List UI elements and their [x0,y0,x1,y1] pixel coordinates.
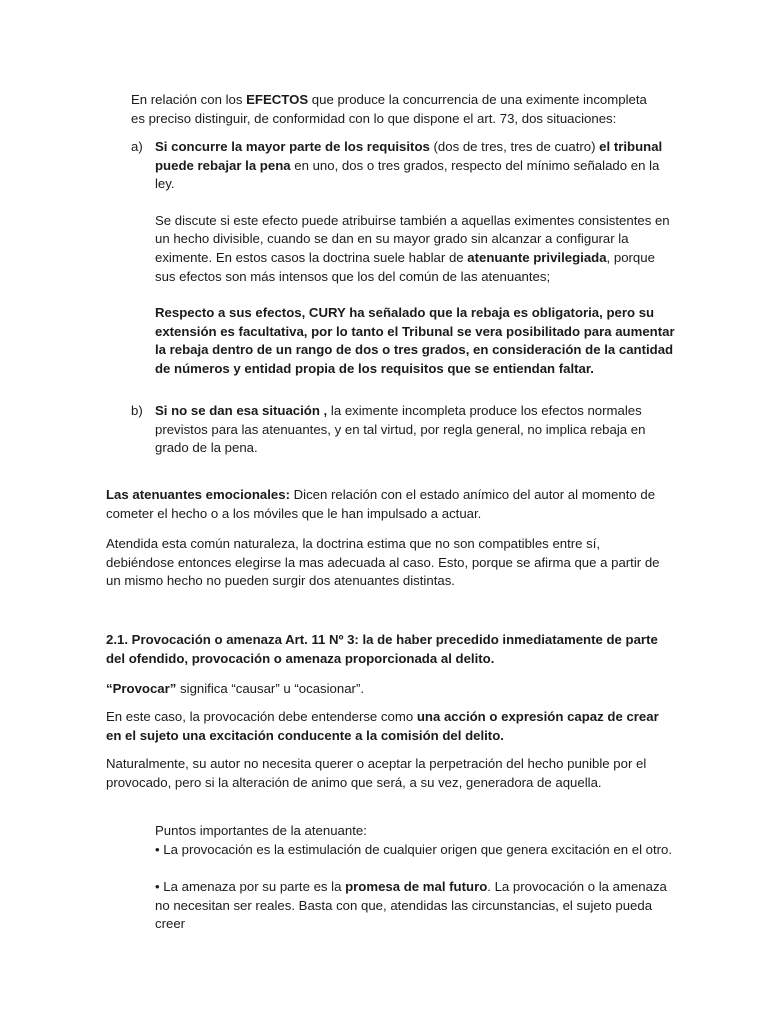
en-este-caso-paragraph [106,708,662,745]
item-a-bold-2: el tribunal puede rebajar la pena [155,139,663,173]
intro-text-1: En relación con los [131,92,247,107]
provocar-bold: “Provocar” [106,681,177,696]
intro-text-2: que produce la concurrencia de una eximente incompleta es preciso distinguir, de conformidad con lo que dispone el art. 73, dos situaciones: [131,92,647,126]
item-a-p2-text-1: Se discute si este efecto puede atribuirse también a aquellas eximentes consistentes en un hecho divisible, cuando se dan en su mayor grado sin alcanzar a configurar la eximente. En estos casos la doctrina suele hablar de [155,212,670,265]
bullet-2-text-2: . La provocación o la amenaza no necesitan ser reales. Basta con que, atendidas las circunstancias, el sujeto pueda creer [155,879,667,932]
bullet-2-bold: promesa de mal futuro [345,879,488,895]
en-este-caso-text: En este caso, la provocación debe entenderse como [106,709,417,724]
item-b-text: la eximente incompleta produce los efectos normales previstos para las atenuantes, y en tal virtud, por regla general, no implica rebaja en grado de la pena. [155,403,646,456]
puntos-bullet-1: • La provocación es la estimulación de cualquier origen que genera excitación en el otro. [155,841,673,857]
item-a-p2-text-2: , porque sus efectos son más intensos que los del común de las atenuantes; [155,249,655,284]
item-a-text-2: en uno, dos o tres grados, respecto del mínimo señalado en la ley. [155,157,660,192]
item-a-bold-1: Si concurre la mayor parte de los requisitos [155,139,430,154]
puntos-bullet-2 [155,878,675,934]
intro-paragraph [131,91,651,128]
emocionales-text: Dicen relación con el estado anímico del autor al momento de cometer el hecho o a los móviles que le han impulsado a actuar. [106,487,656,521]
list-marker-a: a) [131,139,143,154]
naturalmente-paragraph: Naturalmente, su autor no necesita querer o aceptar la perpetración del hecho punible por el provocado, pero si la alteración de animo que será, a su vez, generadora de aquella. [106,756,647,790]
item-a-p2-bold: atenuante privilegiada [467,249,607,265]
atendida-paragraph: Atendida esta común naturaleza, la doctrina estima que no son compatibles entre sí, debiéndose entonces elegirse la mas adecuada al caso. Esto, porque se afirma que a partir de un mismo hecho no pueden surgir dos atenuantes distintas. [106,536,660,589]
en-este-caso-bold: una acción o expresión capaz de crear en el sujeto una excitación conducente a la comisión del delito. [106,709,659,743]
emocionales-bold: Las atenuantes emocionales: [106,487,290,502]
puntos-block [155,822,675,934]
item-a-paragraph-3: Respecto a sus efectos, CURY ha señalado que la rebaja es obligatoria, pero su extensión es facultativa, por lo tanto el Tribunal se vera posibilitado para aumentar la rebaja dentro de un rango de dos o tres grados, en consideración de la cantidad de números y entidad propia de los requisitos que se entiendan faltar. [155,305,675,376]
item-b-paragraph [155,402,675,458]
list-marker-b: b) [131,403,143,418]
intro-bold-efectos: EFECTOS [246,92,309,107]
item-a-paragraph-2 [155,212,675,286]
item-b-bold: Si no se dan esa situación , [155,403,328,418]
item-a-paragraph-1 [155,138,675,194]
emocionales-paragraph [106,486,662,523]
puntos-title: Puntos importantes de la atenuante: [155,823,367,838]
item-a-text-1: (dos de tres, tres de cuatro) [429,139,600,154]
provocar-text: significa “causar” u “ocasionar”. [176,681,365,696]
provocacion-heading: 2.1. Provocación o amenaza Art. 11 Nº 3: la de haber precedido inmediatamente de parte del ofendido, provocación o amenaza proporcionada al delito. [106,632,658,666]
bullet-2-text-1: • La amenaza por su parte es la [155,879,346,895]
provocar-paragraph [106,680,662,699]
